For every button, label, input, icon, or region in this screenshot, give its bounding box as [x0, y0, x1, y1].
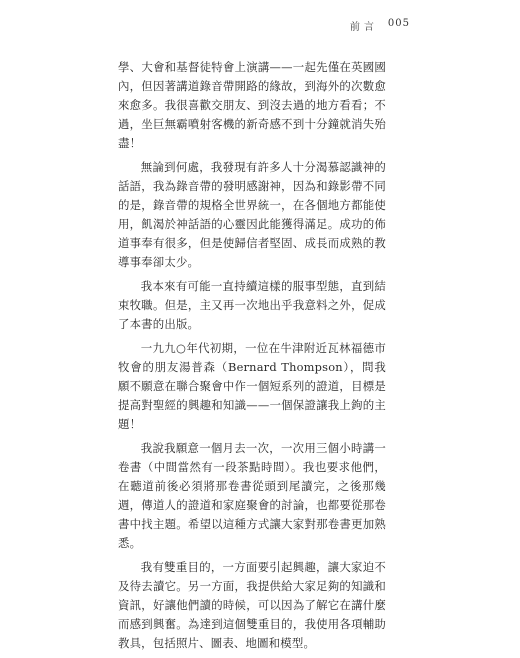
section-title: 前言: [349, 22, 378, 33]
running-head: [350, 18, 410, 33]
page-number: 005: [387, 18, 410, 29]
paragraph: 學、大會和基督徒特會上演講——一起先僅在英國國內，但因著講道錄音帶開路的緣故，到海外的次數愈來愈多。我很喜歡交朋友、到沒去過的地方看看；不過，坐巨無霸噴射客機的新奇感不到十分鐘就消失殆盡！: [118, 60, 386, 150]
paragraph: 我本來有可能一直持續這樣的服事型態，直到結束牧職。但是，主又再一次地出乎我意料之外，促成了本書的出版。: [118, 279, 386, 331]
paragraph: 無論到何處，我發現有許多人十分渴慕認識神的話語，我為錄音帶的發明感謝神，因為和錄影帶不同的是，錄音帶的規格全世界統一，在各個地方都能使用，飢渴於神話語的心靈因此能獲得滿足。成功的佈道事奉有很多，但是使歸信者堅固、成長而成熟的教導事奉卻太少。: [118, 160, 386, 269]
paragraph: 我說我願意一個月去一次，一次用三個小時講一卷書（中間當然有一段茶點時間）。我也要求他們，在聽道前後必須將那卷書從頭到尾讀完，之後那幾週，傳道人的證道和家庭聚會的討論，也都要從那卷書中找主題。希望以這種方式讓大家對那卷書更加熟悉。: [118, 441, 386, 550]
paragraph: 我有雙重目的，一方面要引起興趣，讓大家迫不及待去讀它。另一方面，我提供給大家足夠的知識和資訊，好讓他們讀的時候，可以因為了解它在講什麼而感到興奮。為達到這個雙重目的，我使用各項輔助教具，包括照片、圖表、地圖和模型。: [118, 560, 386, 650]
paragraph: 一九九○年代初期，一位在牛津附近瓦林福德市牧會的朋友湯普森（Bernard Thompson），問我願不願意在聯合聚會中作一個短系列的證道，目標是提高對聖經的興趣和知識——一個保證讓我上鉤的主題！: [118, 341, 386, 431]
body-text: [118, 58, 386, 658]
